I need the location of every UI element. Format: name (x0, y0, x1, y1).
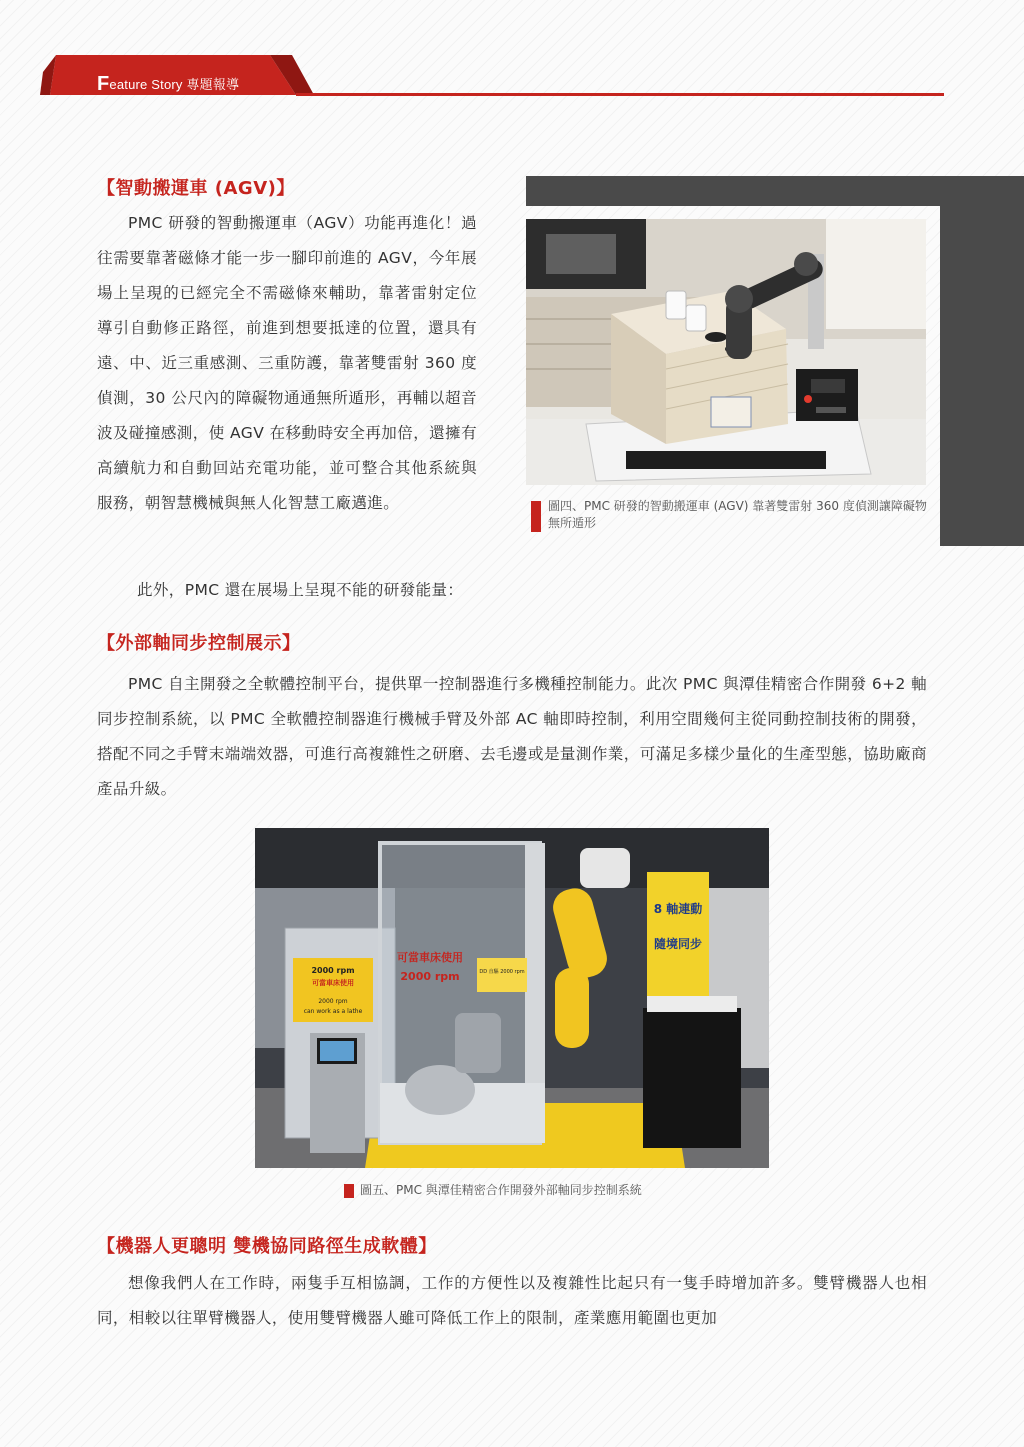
decor-side-bar (940, 176, 1024, 546)
figure-caption-4: 圖四、PMC 研發的智動搬運車 (AGV) 靠著雙雷射 360 度偵測讓障礙物無所遁形 (548, 499, 927, 530)
section-label (97, 73, 239, 96)
paragraph-agv: PMC 研發的智動搬運車（AGV）功能再進化！過往需要靠著磁條才能一步一腳印前進的 AGV，今年展場上呈現的已經完全不需磁條來輔助，靠著雷射定位導引自動修正路徑，前進到想要抵達的位置，還具有遠、中、近三重感測、三重防護，靠著雙雷射 360 度偵測，30 公尺內的障礙物通通無所遁形，再輔以超音波及碰撞感測，使 AGV 在移動時安全再加倍，還擁有高續航力和自動回站充電功能，並可整合其他系統與服務，朝智慧機械與無人化智慧工廠邁進。 (97, 214, 477, 512)
yellow-sign-line2: 可當車床使用 (312, 979, 354, 987)
caption-marker (531, 501, 541, 532)
section-label-rest: eature Story 專題報導 (109, 77, 240, 92)
glass-text-line2: 2000 rpm (400, 970, 460, 983)
small-sign: DD 直驅 2000 rpm (479, 969, 525, 975)
sync-control-photo (255, 828, 769, 1168)
paragraph-dual-arm: 想像我們人在工作時，兩隻手互相協調，工作的方便性以及複雜性比起只有一隻手時增加許多。雙臂機器人也相同，相較以往單臂機器人，使用雙臂機器人雖可降低工作上的限制，產業應用範圍也更加 (97, 1274, 927, 1327)
transition-paragraph: 此外，PMC 還在展場上呈現不能的研發能量： (137, 581, 464, 599)
heading-sync-control: 【外部軸同步控制展示】 (97, 633, 301, 654)
glass-text-line1: 可當車床使用 (397, 951, 463, 964)
figure-caption-5: 圖五、PMC 與潭佳精密合作開發外部軸同步控制系統 (360, 1183, 642, 1197)
section-label-initial: F (97, 73, 110, 95)
banner-line1: 8 軸連動 (653, 902, 703, 916)
paragraph-sync-control: PMC 自主開發之全軟體控制平台，提供單一控制器進行多機種控制能力。此次 PMC 與潭佳精密合作開發 6+2 軸同步控制系統，以 PMC 全軟體控制器進行機械手臂及外部 AC 軸即時控制，利用空間幾何主從同動控制技術的開發，搭配不同之手臂末端端效器，可進行高複雜性之研磨、去毛邊或是量測作業，可滿足多樣少量化的生產型態，協助廠商產品升級。 (97, 675, 927, 798)
caption-marker (344, 1184, 354, 1198)
heading-agv: 【智動搬運車 (AGV)】 (97, 178, 295, 199)
banner-line2: 隨境同步 (653, 937, 703, 951)
yellow-sign-line3: 2000 rpm (318, 998, 348, 1005)
heading-dual-arm: 【機器人更聰明 雙機協同路徑生成軟體】 (97, 1236, 437, 1257)
yellow-sign-line4: can work as a lathe (303, 1008, 363, 1015)
agv-photo (526, 219, 926, 485)
yellow-sign-line1: 2000 rpm (311, 966, 355, 975)
